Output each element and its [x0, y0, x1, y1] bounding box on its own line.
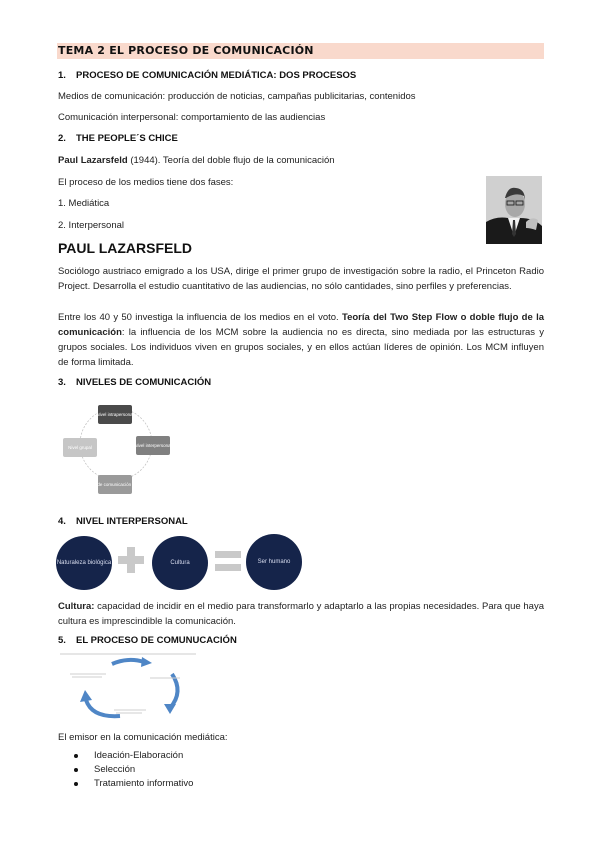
s1-line-2: Comunicación interpersonal: comportamiento de las audiencias — [58, 112, 326, 123]
s1-line-1: Medios de comunicación: producción de noticias, campañas publicitarias, contenidos — [58, 91, 416, 102]
lazarsfeld-paragraph-1: Sociólogo austriaco emigrado a los USA, dirige el primer grupo de investigación sobre la radio, el Princeton Radio Project. Desarrolla el estudio cuantitativo de las audiencias, no sólo cantidades, sino perfiles y preferencias. — [58, 266, 544, 292]
section-4-heading: 4. NIVEL INTERPERSONAL — [58, 516, 188, 527]
level-label-right: Nivel interpersonal — [134, 443, 172, 448]
circle-ser-humano: Ser humano — [246, 534, 302, 590]
levels-diagram — [60, 398, 180, 504]
cultura-paragraph: Cultura: capacidad de incidir en el medio para transformarlo y adaptarlo a las propias necesidades. Para que haya cultura es imprescindible la comunicación. — [58, 601, 544, 627]
s2-phase-1: 1. Mediática — [58, 198, 110, 209]
level-label-left: Nivel grupal — [68, 445, 92, 450]
section-1-heading: 1. PROCESO DE COMUNICACIÓN MEDIÁTICA: DOS PROCESOS — [58, 70, 357, 81]
bullet-icon — [74, 768, 78, 772]
circle-cultura: Cultura — [152, 536, 208, 590]
section-3-heading: 3. NIVELES DE COMUNICACIÓN — [58, 377, 212, 388]
s2-phase-2: 2. Interpersonal — [58, 220, 125, 231]
plus-icon — [118, 545, 144, 575]
process-cycle-diagram — [58, 652, 198, 720]
section-5-heading: 5. EL PROCESO DE COMUNUCACIÓN — [58, 635, 237, 646]
document-page: TEMA 2 EL PROCESO DE COMUNICACIÓN 1. PROCESO DE COMUNICACIÓN MEDIÁTICA: DOS PROCESOS Medios de comunicación: producción de noticias, campañas publicitarias, contenidos Comunicación interpersonal: comportamiento de las audiencias 2. THE PEOPLE´S CHICE Paul Lazarsfeld (1944). Teoría del doble flujo de la comunicación El proceso de los medios tiene dos fases: 1. Mediática 2. Interpersonal PAUL LAZARSFELD Sociólogo austriaco emigrado a los USA, dirige el primer grupo de investigación sobre la radio, el Princeton Radio Project. Desarrolla el estudio cuantitativo de las audiencias, no sólo cantidades, sino perfiles y preferencias. Entre los 40 y 50 investiga la influencia de los medios en el voto. Teoría del Two Step Flow o doble flujo de la comunicación: la influencia de los MCM sobre la audiencia no es directa, sino mediada por las estructuras y grupos sociales. Los individuos viven en grupos sociales, y en ellos actúan líderes de opinión. Los MCM influyen de forma limitada. 3. NIVELES DE COMUNICACIÓN Nivel intrapersonal Nivel interpersonal Nivel de comunicación social Nivel grupal 4. NIVEL INTERPERSONAL Naturaleza biológica Cultura Ser humano Cultura: capacidad de incidir en el medio para transformarlo y adaptarlo a las propias necesidades. Para que haya cultura es imprescindible la comunicación. 5. EL PROCESO DE COMUNUCACIÓN El emisor en la comunicación mediática: Ideación-Elaboración Selección Tratamiento informativo — [56, 44, 544, 789]
level-label-bottom: Nivel de comunicación social — [86, 482, 144, 487]
bullet-icon — [74, 754, 78, 758]
level-label-top: Nivel intrapersonal — [96, 412, 134, 417]
lazarsfeld-paragraph-2: Entre los 40 y 50 investiga la influencia de los medios en el voto. Teoría del Two Step Flow o doble flujo de la comunicación: la influencia de los MCM sobre la audiencia no es directa, sino mediada por las estructuras y grupos sociales. Los individuos viven en grupos sociales, y en ellos actúan líderes de opinión. Los MCM influyen de forma limitada. — [58, 312, 544, 368]
equals-icon — [215, 551, 241, 573]
page-title: TEMA 2 EL PROCESO DE COMUNICACIÓN — [58, 44, 314, 57]
emisor-intro: El emisor en la comunicación mediática: — [58, 732, 228, 743]
s2-author-line: Paul Lazarsfeld (1944). Teoría del doble flujo de la comunicación — [58, 155, 335, 166]
bullet-icon — [74, 782, 78, 786]
lazarsfeld-heading: PAUL LAZARSFELD — [58, 240, 193, 256]
section-2-heading: 2. THE PEOPLE´S CHICE — [58, 133, 178, 144]
lazarsfeld-photo — [486, 176, 542, 244]
s2-phases-intro: El proceso de los medios tiene dos fases: — [58, 177, 234, 188]
circle-naturaleza: Naturaleza biológica — [56, 536, 112, 590]
